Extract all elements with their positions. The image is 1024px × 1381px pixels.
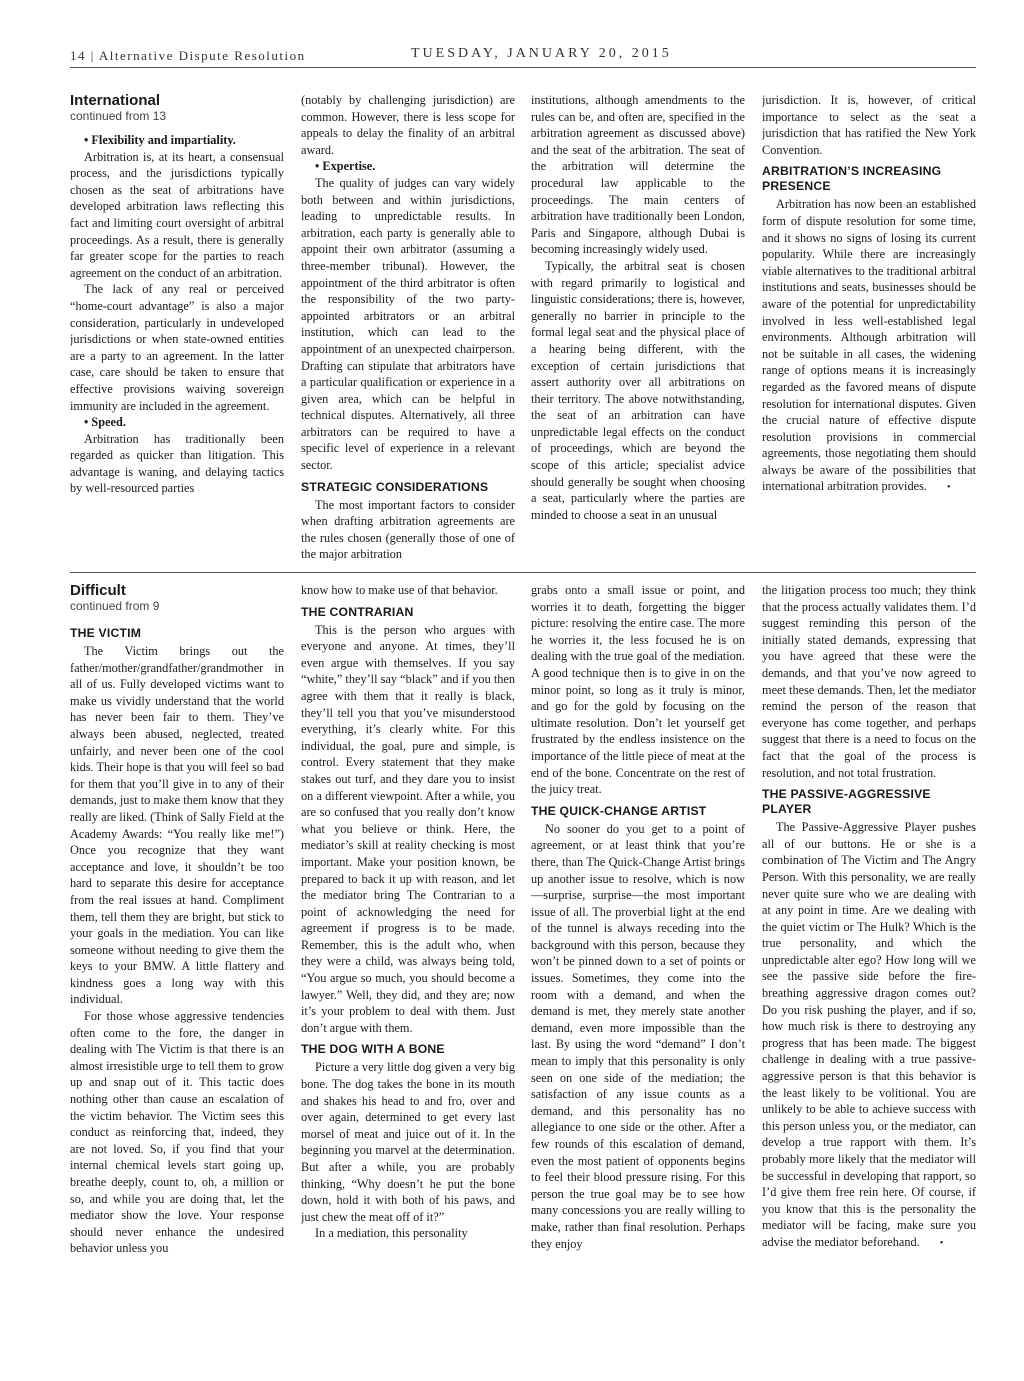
bullet-subhead: • Flexibility and impartiality. bbox=[70, 132, 284, 149]
body-paragraph: Typically, the arbitral seat is chosen with regard primarily to logistical and linguistic considerations; there is, however, generally no barrier in principle to the formal legal seat and the physical place of a hearing being different, with the exception of certain jurisdictions that assert authority over all arbitrations on their territory. The above notwithstanding, the seat of an arbitration can have unpredictable legal effects on the conduct of proceedings, which are beyond the scope of this article; specialist advice should generally be sought when choosing a seat, particularly where the parties are minded to choose a seat in an unusual bbox=[531, 258, 745, 522]
body-paragraph: The quality of judges can vary widely both between and within jurisdictions, leading to unpredictable results. In arbitration, each party is generally able to appoint their own arbitrator (assuming a three-member tribunal). However, the appointment of the third arbitrator is often the responsibility of the two party-appointed arbitrators or an arbitral institution, which can lead to the appointment of an unexpected chairperson. Drafting can stipulate that arbitrators have a particular qualification or experience in a given area, which can be helpful in technical disputes. Alternatively, all three arbitrators can be required to have a specific level of experience in a relevant sector. bbox=[301, 175, 515, 473]
body-paragraph: The Passive-Aggressive Player pushes all of our buttons. He or she is a combination of The Victim and The Angry Person. With this personality, we are really never quite sure who we are dealing with at any point in time. Are we dealing with the quiet victim or The Hulk? Which is the true personality, and which the unpredictable alter ego? How long will we see the passive side before the fire-breathing aggressive dragon comes out? Do you risk pushing the player, and if so, how much risk is there to destroying any progress that has been made. The biggest challenge in dealing with a true passive-aggressive person is that this behavior is the least likely to be volitional. You are unlikely to be able to achieve success with this person unless you, or the mediator, can develop a true rapport with them. It’s probably more likely that the mediator will be successful in developing that rapport, so I’d give them free rein here. Of course, if you know that this is the personality the mediator will be facing, make sure you advise the mediator beforehand. • bbox=[762, 819, 976, 1252]
section-heading: THE PASSIVE-AGGRESSIVE PLAYER bbox=[762, 787, 931, 817]
continued-from-link[interactable]: continued from 9 bbox=[70, 599, 160, 613]
page-folio: 14 | Alternative Dispute Resolution bbox=[70, 48, 306, 63]
international-column-3 bbox=[531, 92, 745, 562]
international-column-2 bbox=[301, 92, 515, 562]
section-heading: THE CONTRARIAN bbox=[301, 604, 414, 619]
body-paragraph: The Victim brings out the father/mother/grandfather/grandmother in all of us. Fully developed victims want to make us vividly understand that the world has never been fair to them. They’ve always been abused, neglected, treated unfairly, and never been one of the cool kids. Their hope is that you will feel so bad for them that you’ll give in to any of their demands, just to make them know that they really are liked. (Think of Sally Field at the Academy Awards: “You really like me!”) Once you recognize that they want acceptance and love, it shouldn’t be too hard to separate this desire for acceptance from the real issues at hand. Compliment them, tell them they are bright, but stick to your goals in the mediation. You can like someone without needing to give them the keys to your BMW. A little flattery and kindness goes a long way with this individual. bbox=[70, 644, 284, 1007]
bullet-subhead: • Expertise. bbox=[301, 158, 515, 175]
story-kicker: International bbox=[70, 92, 161, 109]
body-paragraph: Arbitration has now been an established form of dispute resolution for some time, and it shows no signs of losing its current popularity. While there are increasingly viable alternatives to the traditional arbitral institutions and seats, businesses should be aware of the potential for unpredictability involved in less well-established legal environments. Although arbitration will not be suitable in all cases, the widening range of options means it is increasingly regarded as the favored means of dispute resolution for international disputes. Given the crucial nature of effective dispute resolution provisions in commercial agreements, those negotiating them should always be aware of the possibilities that international arbitration provides. • bbox=[762, 196, 976, 497]
international-column-4 bbox=[762, 92, 976, 562]
body-paragraph: Picture a very little dog given a very big bone. The dog takes the bone in its mouth and shakes his head to and fro, over and over again, determined to get every last morsel of meat and juice out of it. In the beginning you marvel at the determination. But after a while, you are probably thinking, “Why doesn’t he put the bone down, hold it with both of his paws, and just chew the meat off of it?” bbox=[301, 1060, 515, 1224]
end-of-story-mark: • bbox=[946, 482, 951, 494]
story-divider bbox=[70, 572, 976, 573]
body-paragraph: The lack of any real or perceived “home-court advantage” is also a major consideration, particularly in undeveloped jurisdictions or when state-owned entities are a party to an agreement. In the latter case, care should be taken to ensure that effective provisions waiving sovereign immunity are included in the agreement. bbox=[70, 282, 284, 413]
story-international bbox=[70, 92, 976, 562]
body-paragraph: (notably by challenging jurisdiction) are common. However, there is less scope for appeals to delay the finality of an arbitral award. bbox=[301, 93, 515, 157]
body-paragraph: institutions, although amendments to the rules can be, and often are, specified in the arbitration agreement as discussed above) and the seat of the arbitration. The seat of the arbitration will determine the procedural law applicable to the proceedings. The main centers of arbitration have traditionally been London, Paris and Singapore, although Dubai is becoming increasingly widely used. bbox=[531, 93, 745, 257]
running-head bbox=[70, 46, 976, 68]
story-difficult bbox=[70, 582, 976, 1322]
section-heading: THE QUICK-CHANGE ARTIST bbox=[531, 803, 707, 818]
international-column-1 bbox=[70, 92, 284, 562]
body-paragraph: know how to make use of that behavior. bbox=[301, 583, 498, 597]
body-paragraph: the litigation process too much; they think that the process actually validates them. I’d suggest reminding this person of the initially stated demands, expressing that you have agreed that these were the demands, and that you’ve now agreed to meet these demands. Then, let the mediator remind the person of the reason that everyone has come together, and perhaps suggest that there is a need to focus on the fact that the goal of the process is resolution, and not total frustration. bbox=[762, 583, 976, 780]
body-paragraph: The most important factors to consider when drafting arbitration agreements are the rules chosen (generally those of one of the major arbitration bbox=[301, 497, 515, 562]
body-paragraph: This is the person who argues with everyone and anyone. At times, they’ll even argue with themselves. If you say “white,” they’ll say “black” and if you then agree with them that it really is black, they’ll tell you that you’ve misunderstood everything, it’s clearly white. For this individual, the goal, pure and simple, is control. Every statement that they make stakes out turf, and they dare you to insist on a different viewpoint. After a while, you are so confused that you really don’t know what you believe or think. Here, the mediator’s skill at reality checking is most important. Make your position known, be prepared to back it up with reason, and let the mediator bring The Contrarian to a point of acknowledging the need for agreement if progress is to be made. Remember, this is the adult who, when they were a child, was always being told, “You argue so much, you should become a lawyer.” Well, they did, and they are; now it’s your problem to deal with them. Just don’t argue with them. bbox=[301, 622, 515, 1035]
issue-date: TUESDAY, JANUARY 20, 2015 bbox=[411, 46, 672, 61]
difficult-column-3 bbox=[531, 582, 745, 1320]
section-heading: THE VICTIM bbox=[70, 626, 142, 640]
difficult-column-1 bbox=[70, 582, 284, 1320]
body-paragraph: grabs onto a small issue or point, and worries it to death, forgetting the bigger picture: resolving the entire case. The more he worries it, the less focused he is on dealing with the true goal of the mediation. A good technique then is to give in on the minor point, so long as it truly is minor, and go for the gold by focusing on the ultimate resolution. Don’t let yourself get frustrated by the endless insistence on the importance of the little piece of meat at the end of the bone. Concentrate on the rest of the juicy treat. bbox=[531, 583, 745, 797]
body-paragraph: For those whose aggressive tendencies often come to the fore, the danger in dealing with The Victim is that there is an almost irresistible urge to tell them to grow up and snap out of it. This tactic does nothing other than cause an escalation of the victim behavior. The Victim sees this conduct as reinforcing that, indeed, they are not loved. So, if you find that your internal chemical levels start going up, breathe deeply, count to, oh, a million or so, and while you are doing that, let the mediator show the love. Your response should never enhance the undesired behavior unless you bbox=[70, 1009, 284, 1256]
story-kicker: Difficult bbox=[70, 582, 126, 599]
body-paragraph: In a mediation, this personality bbox=[315, 1226, 468, 1241]
end-of-story-mark: • bbox=[939, 1237, 944, 1249]
bullet-subhead: • Speed. bbox=[70, 414, 284, 431]
continued-from-link[interactable]: continued from 13 bbox=[70, 109, 167, 123]
body-paragraph: jurisdiction. It is, however, of critical importance to select as the seat a jurisdiction that has ratified the New York Convention. bbox=[762, 93, 976, 157]
section-heading: THE DOG WITH A BONE bbox=[301, 1042, 445, 1057]
body-paragraph: No sooner do you get to a point of agreement, or at least think that you’re there, than The Quick-Change Artist brings up another issue to resolve, which is now—surprise, surprise—the most important issue of all. The proverbial light at the end of the tunnel is always receding into the background with this person, because they won’t be pinned down to a set of points or issues. Sometimes, they come into the room with a demand, and when the demand is met, they merely state another demand, even more impossible than the last. By using the word “demand” I don’t mean to imply that this personality is only seen on one side of the mediation; the satisfaction of any issue counts as a demand, and this personality has no allegiance to one side or the other. After a few rounds of this escalation of demand, even the most patient of opponents begins to feel their blood pressure rising. For this person the true goal may be to see how many concessions you are really willing to make, rather than final resolution. Perhaps they enjoy bbox=[531, 821, 745, 1251]
body-paragraph: Arbitration is, at its heart, a consensual process, and the jurisdictions typically chosen as the seat of arbitrations have developed arbitration laws reflecting this fact and limiting court oversight of arbitral proceedings. As a result, there is generally far greater scope for the parties to reach agreement on the conduct of an arbitration. bbox=[70, 149, 284, 280]
section-heading: ARBITRATION’S INCREASING PRESENCE bbox=[762, 164, 942, 194]
body-paragraph: Arbitration has traditionally been regarded as quicker than litigation. This advantage is waning, and delaying tactics by well-resourced parties bbox=[70, 431, 284, 496]
difficult-column-2 bbox=[301, 582, 515, 1320]
difficult-column-4 bbox=[762, 582, 976, 1320]
section-heading: STRATEGIC CONSIDERATIONS bbox=[301, 479, 489, 494]
